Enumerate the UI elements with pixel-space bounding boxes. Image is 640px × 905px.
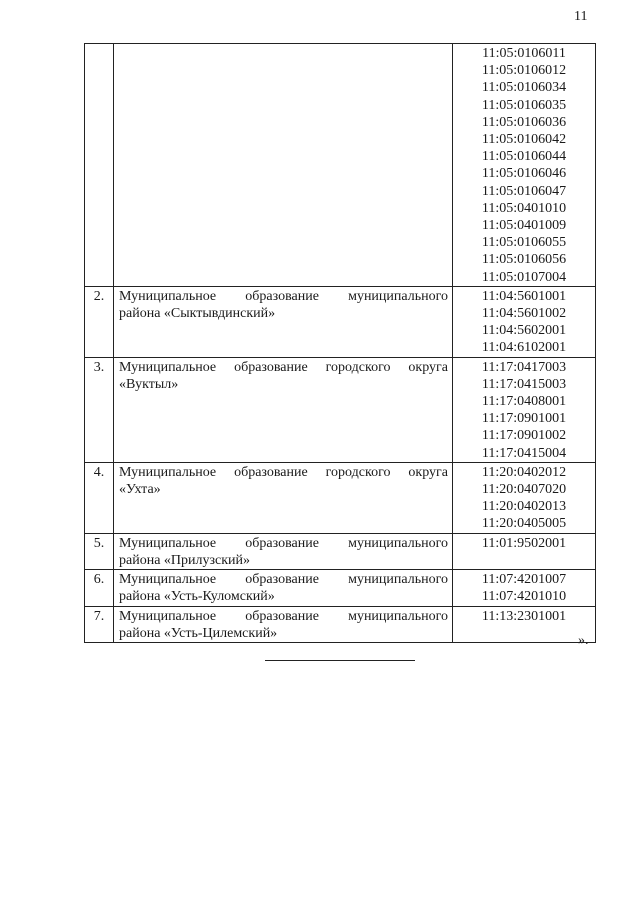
table-row [85, 462, 596, 533]
cadastral-codes [453, 44, 596, 287]
row-number: 7. [85, 606, 114, 642]
cadastral-code: 11:20:0407020 [481, 482, 567, 498]
table-row [85, 357, 596, 462]
row-number: 3. [85, 357, 114, 462]
municipality-name-line: Муниципальное образование муниципального [119, 608, 448, 624]
municipality-name [114, 462, 453, 533]
cadastral-code: 11:05:0106047 [481, 183, 567, 199]
cadastral-codes [453, 570, 596, 606]
municipality-name [114, 357, 453, 462]
cadastral-code: 11:05:0106056 [481, 252, 567, 268]
cadastral-codes [453, 533, 596, 569]
municipality-name-line: района «Усть-Куломский» [119, 589, 275, 605]
table-row [85, 570, 596, 606]
municipality-name-line: Муниципальное образование городского округа [119, 359, 448, 375]
cadastral-code: 11:05:0106055 [481, 235, 567, 251]
cadastral-code: 11:17:0408001 [481, 394, 567, 410]
table-row [85, 533, 596, 569]
cadastral-code: 11:20:0402012 [481, 464, 567, 480]
cadastral-code: 11:17:0415004 [481, 445, 567, 461]
cadastral-code: 11:04:5602001 [481, 323, 567, 339]
end-rule-line [265, 660, 415, 661]
row-number: 5. [85, 533, 114, 569]
cadastral-code: 11:05:0106012 [481, 63, 567, 79]
table-body [85, 44, 596, 643]
municipality-name-line: района «Усть-Цилемский» [119, 625, 278, 641]
cadastral-code: 11:05:0106035 [481, 97, 567, 113]
cadastral-code: 11:17:0901002 [481, 428, 567, 444]
municipality-name-line: «Вуктыл» [119, 376, 179, 392]
municipality-name [114, 533, 453, 569]
table-row [85, 44, 596, 287]
row-number [85, 44, 114, 287]
municipality-name-line: Муниципальное образование муниципального [119, 288, 448, 304]
municipality-name [114, 570, 453, 606]
row-number: 2. [85, 286, 114, 357]
cadastral-codes [453, 462, 596, 533]
table-row [85, 286, 596, 357]
closing-quote-mark: ». [578, 633, 589, 648]
municipality-name [114, 286, 453, 357]
cadastral-code: 11:07:4201010 [481, 589, 567, 605]
cadastral-code: 11:07:4201007 [481, 572, 567, 588]
cadastral-code: 11:04:5601001 [481, 288, 567, 304]
cadastral-code: 11:20:0402013 [481, 499, 567, 515]
cadastral-code: 11:04:6102001 [481, 340, 567, 356]
cadastral-code: 11:05:0106042 [481, 132, 567, 148]
municipality-name-line: района «Прилузский» [119, 552, 251, 568]
cadastral-code: 11:05:0106034 [481, 80, 567, 96]
cadastral-code: 11:05:0106046 [481, 166, 567, 182]
cadastral-code: 11:05:0401009 [481, 218, 567, 234]
cadastral-code: 11:17:0417003 [481, 359, 567, 375]
municipality-name [114, 44, 453, 287]
cadastral-code: 11:05:0106011 [482, 46, 566, 61]
cadastral-code: 11:05:0106044 [481, 149, 567, 165]
page-number: 11 [574, 9, 588, 24]
cadastral-codes [453, 286, 596, 357]
cadastral-codes [453, 357, 596, 462]
cadastral-code: 11:17:0415003 [481, 376, 567, 392]
municipality-name-line: «Ухта» [119, 482, 161, 498]
cadastral-code: 11:20:0405005 [481, 516, 567, 532]
cadastral-code: 11:05:0401010 [481, 200, 567, 216]
row-number: 4. [85, 462, 114, 533]
municipality-name [114, 606, 453, 642]
cadastral-codes [453, 606, 596, 642]
municipality-name-line: Муниципальное образование городского округа [119, 464, 448, 480]
table-row [85, 606, 596, 642]
cadastral-code: 11:17:0901001 [481, 411, 567, 427]
cadastral-code: 11:05:0106036 [481, 114, 567, 130]
cadastral-code: 11:13:2301001 [481, 608, 567, 624]
municipality-cadastral-table [84, 43, 596, 643]
cadastral-code: 11:01:9502001 [481, 535, 567, 551]
cadastral-code: 11:05:0107004 [481, 269, 567, 285]
municipality-name-line: Муниципальное образование муниципального [119, 535, 448, 551]
municipality-name-line: района «Сыктывдинский» [119, 306, 276, 322]
cadastral-code: 11:04:5601002 [481, 306, 567, 322]
row-number: 6. [85, 570, 114, 606]
municipality-name-line: Муниципальное образование муниципального [119, 572, 448, 588]
